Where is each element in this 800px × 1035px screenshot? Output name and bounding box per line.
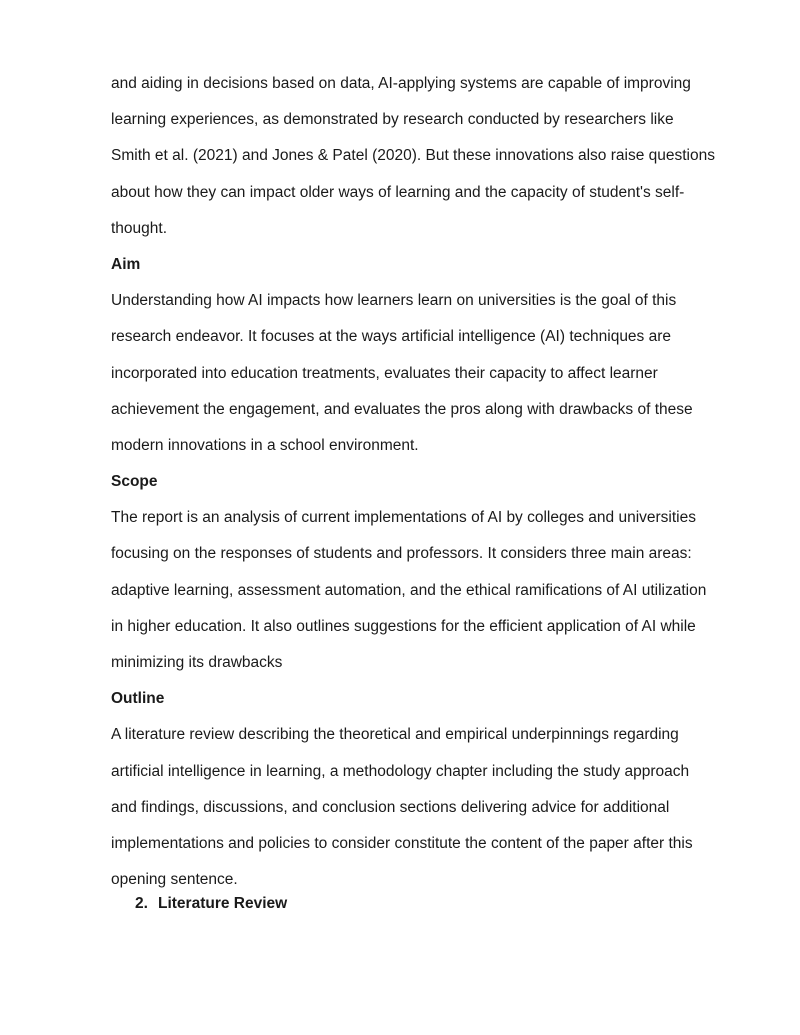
paragraph-line: and findings, discussions, and conclusion sections delivering advice for additional [111,798,670,816]
paragraph-line: A literature review describing the theoretical and empirical underpinnings regarding [111,726,679,744]
paragraph-line: about how they can impact older ways of learning and the capacity of student's self- [111,183,685,201]
paragraph-line: artificial intelligence in learning, a methodology chapter including the study approach [111,762,690,780]
paragraph-line: achievement the engagement, and evaluates the pros along with drawbacks of these [111,400,693,418]
paragraph-line: Understanding how AI impacts how learners learn on universities is the goal of this [111,292,677,310]
scope-heading: Scope [111,473,158,491]
scope-paragraph [111,500,751,681]
paragraph-line: learning experiences, as demonstrated by research conducted by researchers like [111,111,674,129]
section-number: 2. [135,895,148,912]
paragraph-line: and aiding in decisions based on data, AI-applying systems are capable of improving [111,75,691,92]
paragraph-line: The report is an analysis of current implementations of AI by colleges and universities [111,509,696,527]
aim-heading: Aim [111,255,141,273]
outline-heading: Outline [111,690,165,708]
paragraph-line: focusing on the responses of students and professors. It considers three main areas: [111,545,692,563]
paragraph-line: in higher education. It also outlines suggestions for the efficient application of AI while [111,617,696,635]
outline-paragraph [111,717,751,898]
aim-paragraph [111,283,751,464]
paragraph-line: research endeavor. It focuses at the ways artificial intelligence (AI) techniques are [111,328,672,346]
paragraph-line: implementations and policies to consider constitute the content of the paper after this [111,834,693,852]
literature-review-heading [135,886,287,922]
paragraph-line: Smith et al. (2021) and Jones & Patel (2020). But these innovations also raise questions [111,147,715,165]
paragraph-line: incorporated into education treatments, evaluates their capacity to affect learner [111,364,658,382]
paragraph-line: modern innovations in a school environment. [111,436,419,454]
paragraph-line: adaptive learning, assessment automation, and the ethical ramifications of AI utilization [111,581,707,599]
section-title: Literature Review [158,895,288,912]
intro-paragraph [111,66,751,247]
document-body [111,66,751,898]
paragraph-line: minimizing its drawbacks [111,654,283,671]
paragraph-line: thought. [111,219,168,237]
paragraph-line: opening sentence. [111,871,238,889]
